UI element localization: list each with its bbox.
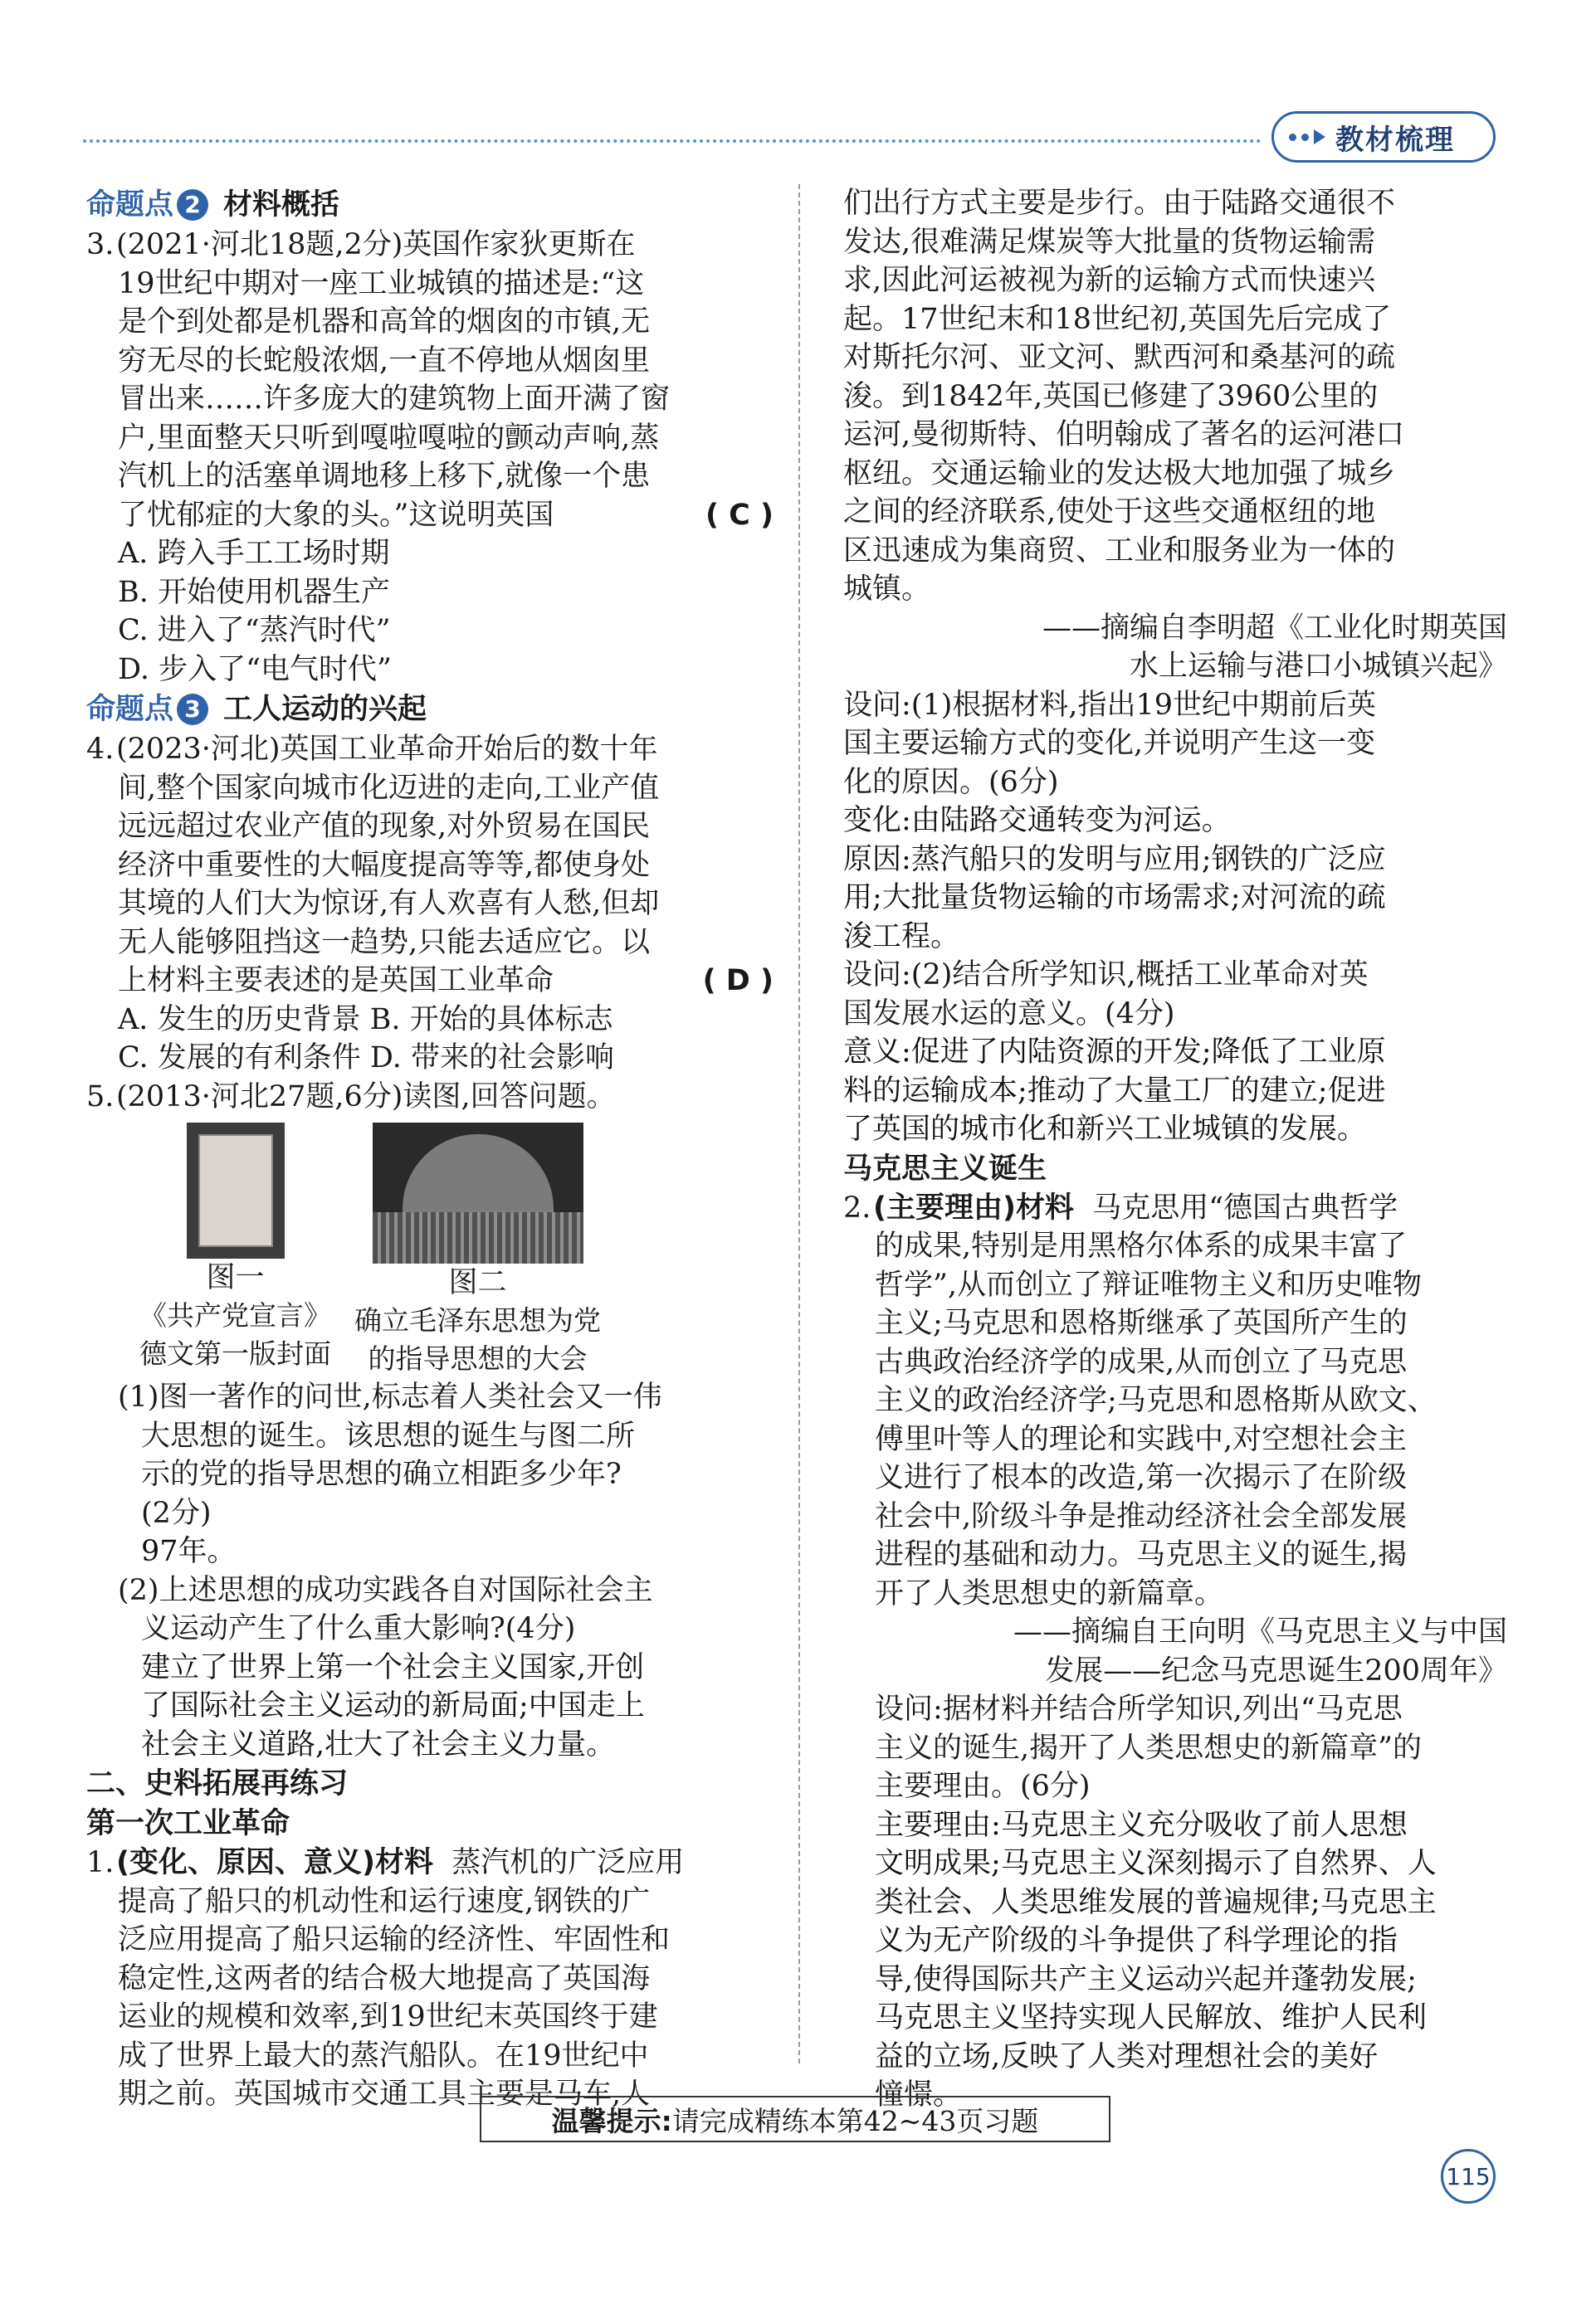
question-5: 5.(2013·河北27题,6分)读图,回答问题。 图一 《共产党宣言》 德文第一版封面 图二 确立毛泽东思想为党 的指导思想的大会 (1)图一著作的问世,标志着人类社会又一伟 大思想的诞生。该思想的诞生与图二所 示的党的指导思想的确立相距多少年? (2分) 97年。 (2)上述思想的成功实践各自对国际社会主 义运动产生了什么重大影响?(4分) 建立了世界上第一个社会主义国家,开创 了国际社会主义运动的新局面;中国走上 社会主义道路,壮大了社会主义力量。 bbox=[86, 1078, 774, 1765]
answer-text: 97年。 bbox=[141, 1535, 237, 1568]
figure-1-caption: 图一 bbox=[206, 1261, 265, 1294]
congress-photo-image bbox=[373, 1123, 583, 1264]
section-badge bbox=[1271, 111, 1496, 163]
material-tag: (主要理由)材料 bbox=[873, 1191, 1074, 1225]
source-citation: ——摘编自王向明《马克思主义与中国 bbox=[1013, 1615, 1507, 1649]
reminder-box bbox=[480, 2096, 1110, 2142]
page-number: 115 bbox=[1441, 2149, 1496, 2204]
option: B. 开始使用机器生产 bbox=[118, 575, 390, 609]
practice-1: 1.(变化、原因、意义)材料 蒸汽机的广泛应用 提高了船只的机动性和运行速度,钢铁的广 泛应用提高了船只运输的经济性、牢固性和 稳定性,这两者的结合极大地提高了英国海 运业的规模和效率,到19世纪末英国终于建 成了世界上最大的蒸汽船队。在19世纪中 期之前。英国城市交通工具主要是马车,人 bbox=[86, 1846, 685, 2111]
topic-number-badge: 3 bbox=[177, 694, 208, 725]
practice-2: 2.(主要理由)材料 马克思用“德国古典哲学 的成果,特别是用黑格尔体系的成果丰富了 哲学”,从而创立了辩证唯物主义和历史唯物 主义;马克思和恩格斯继承了英国所产生的 古典政治经济学的成果,从而创立了马克思 主义的政治经济学;马克思和恩格斯从欧文、 傅里叶等人的理论和实践中,对空想社会主 义进行了根本的改造,第一次揭示了在阶级 社会中,阶级斗争是推动经济社会全部发展 进程的基础和动力。马克思主义的诞生,揭 开了人类思想史的新篇章。 ——摘编自王向明《马克思主义与中国 发展——纪念马克思诞生200周年》 设问:据材料并结合所学知识,列出“马克思 主义的诞生,揭开了人类思想史的新篇章”的 主要理由。(6分) 主要理由:马克思主义充分吸收了前人思想 文明成果;马克思主义深刻揭示了自然界、人 类社会、人类思维发展的普遍规律;马克思主 义为无产阶级的斗争提供了科学理论的指 导,使得国际共产主义运动兴起并蓬勃发展; 马克思主义坚持实现人民解放、维护人民利 益的立场,反映了人类对理想社会的美好 憧憬。 bbox=[843, 1191, 1507, 2112]
topic-heading-3: 命题点 3 工人运动的兴起 bbox=[86, 693, 427, 726]
reminder-label: 温馨提示: bbox=[551, 2104, 672, 2137]
option-row: A. 发生的历史背景 B. 开始的具体标志 bbox=[118, 1002, 613, 1036]
figure-1: 图一 《共产党宣言》 德文第一版封面 bbox=[139, 1123, 331, 1378]
right-column bbox=[843, 184, 1507, 2115]
option: D. 步入了“电气时代” bbox=[118, 652, 392, 686]
left-column bbox=[86, 184, 774, 2114]
arrow-dots-icon bbox=[1289, 129, 1325, 144]
subsection-heading: 马克思主义诞生 bbox=[843, 1152, 1047, 1186]
source-citation: ——摘编自李明超《工业化时期英国 bbox=[1042, 611, 1507, 645]
topic-heading-2: 命题点 2 材料概括 bbox=[86, 188, 340, 222]
answer-text: 意义:促进了内陆资源的开发;降低了工业原 bbox=[843, 1035, 1386, 1069]
header-dotted-line bbox=[83, 139, 1262, 143]
answer-text: 主要理由:马克思主义充分吸收了前人思想 bbox=[875, 1808, 1408, 1842]
reminder-text: 请完成精练本第42~43页习题 bbox=[671, 2104, 1039, 2137]
section-heading: 二、史料拓展再练习 bbox=[86, 1767, 349, 1800]
topic-number-badge: 2 bbox=[177, 189, 208, 221]
answer-text: 建立了世界上第一个社会主义国家,开创 bbox=[141, 1650, 645, 1684]
column-divider bbox=[798, 184, 800, 2063]
section-badge-label: 教材梳理 bbox=[1335, 123, 1455, 157]
answer-choice: ( C ) bbox=[705, 498, 774, 532]
option-row: C. 发展的有利条件 D. 带来的社会影响 bbox=[118, 1041, 614, 1074]
option: C. 进入了“蒸汽时代” bbox=[118, 614, 391, 647]
figure-2: 图二 确立毛泽东思想为党 的指导思想的大会 bbox=[354, 1123, 601, 1378]
answer-choice: ( D ) bbox=[702, 964, 774, 997]
manifesto-cover-image bbox=[187, 1123, 285, 1259]
figure-2-caption: 图二 bbox=[448, 1266, 507, 1299]
question-3: 3.(2021·河北18题,2分)英国作家狄更斯在 19世纪中期对一座工业城镇的描述是:“这 是个到处都是机器和高耸的烟囱的市镇,无 穷无尽的长蛇般浓烟,一直不停地从烟囱里 冒出来……许多庞大的建筑物上面开满了窗 户,里面整天只听到嘎啦嘎啦的颤动声响,蒸 汽机上的活塞单调地移上移下,就像一个患 了忧郁症的大象的头。”这说明英国 ( C ) A. 跨入手工工场时期 B. 开始使用机器生产 C. 进入了“蒸汽时代” D. 步入了“电气时代” bbox=[86, 226, 774, 689]
answer-text: 变化:由陆路交通转变为河运。 bbox=[843, 804, 1231, 837]
figures bbox=[86, 1123, 774, 1378]
practice-1-continued: 们出行方式主要是步行。由于陆路交通很不 发达,很难满足煤炭等大批量的货物运输需 求,因此河运被视为新的运输方式而快速兴 起。17世纪末和18世纪初,英国先后完成了 对斯托尔河、亚文河、默西河和桑基河的疏 浚。到1842年,英国已修建了3960公里的 运河,曼彻斯特、伯明翰成了著名的运河港口 枢纽。交通运输业的发达极大地加强了城乡 之间的经济联系,使处于这些交通枢纽的地 区迅速成为集商贸、工业和服务业为一体的 城镇。 ——摘编自李明超《工业化时期英国 水上运输与港口小城镇兴起》 设问:(1)根据材料,指出19世纪中期前后英 国主要运输方式的变化,并说明产生这一变 化的原因。(6分) 变化:由陆路交通转变为河运。 原因:蒸汽船只的发明与应用;钢铁的广泛应 用;大批量货物运输的市场需求;对河流的疏 浚工程。 设问:(2)结合所学知识,概括工业革命对英 国发展水运的意义。(4分) 意义:促进了内陆资源的开发;降低了工业原 料的运输成本;推动了大量工厂的建立;促进 了英国的城市化和新兴工业城镇的发展。 bbox=[843, 187, 1507, 1146]
option: A. 跨入手工工场时期 bbox=[118, 537, 390, 570]
question-4: 4.(2023·河北)英国工业革命开始后的数十年 间,整个国家向城市化迈进的走向,工业产值 远远超过农业产值的现象,对外贸易在国民 经济中重要性的大幅度提高等等,都使身处 其境的人们大为惊讶,有人欢喜有人愁,但却 无人能够阻挡这一趋势,只能去适应它。以 上材料主要表述的是英国工业革命 ( D ) A. 发生的历史背景 B. 开始的具体标志 C. 发展的有利条件 D. 带来的社会影响 bbox=[86, 730, 774, 1078]
subsection-heading: 第一次工业革命 bbox=[86, 1807, 290, 1840]
material-tag: (变化、原因、意义)材料 bbox=[116, 1846, 433, 1879]
